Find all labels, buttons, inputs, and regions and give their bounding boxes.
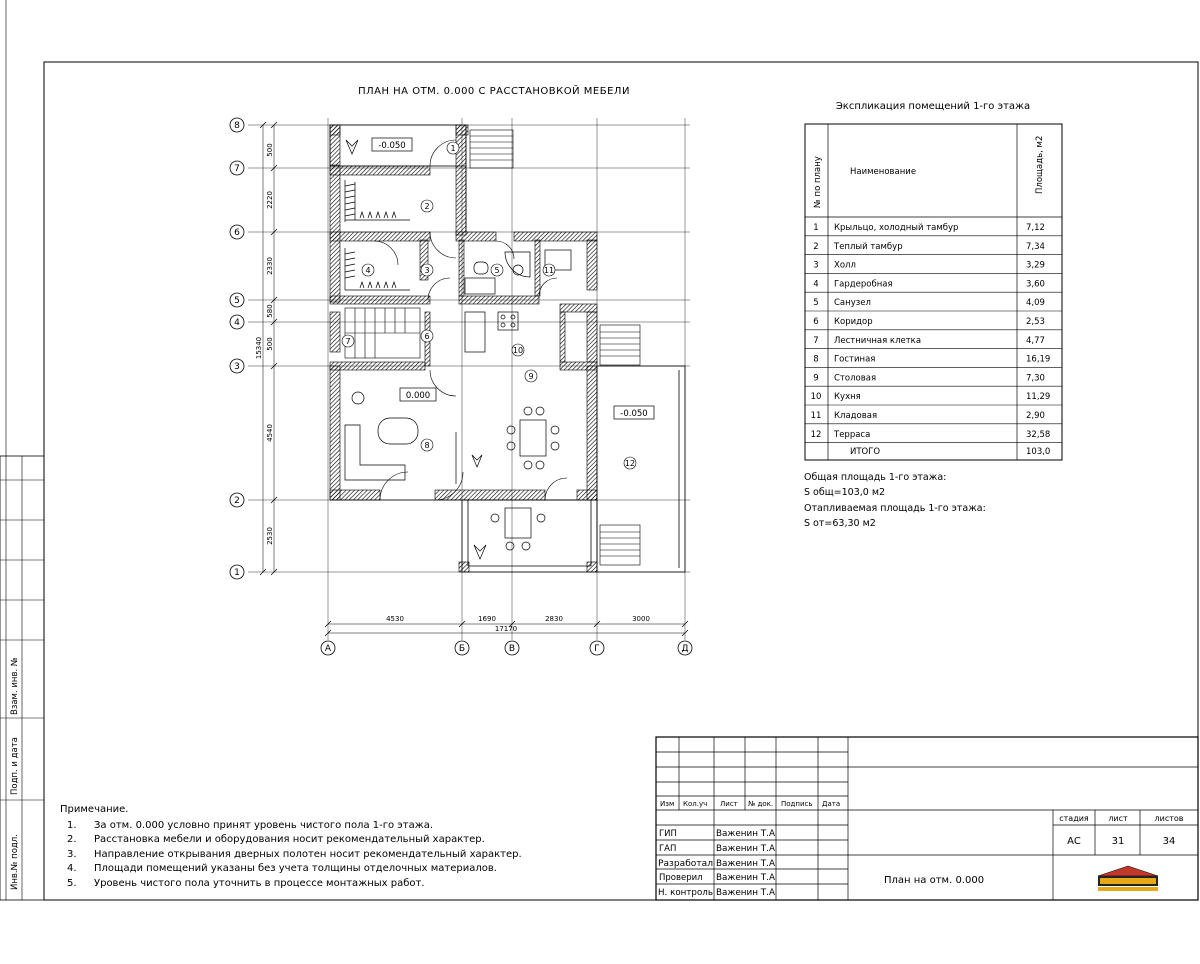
axis-bubbles-vertical (321, 641, 692, 655)
note-text: За отм. 0.000 условно принят уровень чистого пола 1-го этажа. (94, 820, 434, 831)
tb-role: Н. контроль (658, 888, 713, 898)
explication (805, 101, 1062, 460)
table-cell-area: 7,12 (1026, 223, 1045, 233)
table-cell-number: 5 (813, 298, 819, 309)
tb-header: Подпись (781, 800, 813, 808)
side-stamp-label-1: Взам. инв. № (10, 657, 20, 715)
side-stamp-label-3: Инв.№ подл. (10, 834, 20, 890)
side-stamp-label-2: Подп. и дата (10, 737, 20, 795)
dim-text: 2830 (545, 615, 563, 623)
explication-col-num: № по плану (813, 156, 823, 208)
tb-role: Разработал (658, 859, 713, 869)
room-number: 5 (494, 266, 500, 275)
tb-sheet: 31 (1111, 836, 1125, 847)
table-cell-name: Теплый тамбур (834, 241, 903, 252)
tb-sheet-label: лист (1108, 814, 1128, 823)
dim-text: 4530 (386, 615, 404, 623)
table-cell-number: 8 (813, 354, 819, 365)
note-number: 4. (67, 863, 77, 874)
note-text: Расстановка мебели и оборудования носит рекомендательный характер. (94, 834, 485, 845)
room-number: 9 (528, 372, 534, 381)
room-number: 7 (345, 337, 351, 346)
table-cell-name: Холл (834, 260, 856, 271)
axis-label: 5 (234, 296, 240, 306)
axis-label: 6 (234, 228, 240, 238)
tb-role: ГИП (659, 829, 677, 839)
room-number: 3 (424, 266, 430, 275)
tb-role: Проверил (659, 873, 703, 883)
level-entry: -0.050 (378, 141, 406, 151)
dim-text: 500 (266, 337, 274, 351)
dim-text: 1690 (478, 615, 496, 623)
table-cell-number: 4 (813, 279, 819, 290)
summary-line-3: Отапливаемая площадь 1-го этажа: (804, 503, 986, 514)
axis-label: 3 (234, 362, 240, 372)
table-cell-area: 3,29 (1026, 260, 1045, 271)
dim-text: 3000 (632, 615, 650, 623)
room-number: 10 (512, 346, 524, 355)
stairs-entry (470, 130, 513, 168)
table-cell-area: 4,09 (1026, 298, 1045, 309)
room-number: 11 (543, 266, 555, 275)
table-cell-number: 12 (810, 429, 822, 440)
tb-header: Дата (822, 800, 841, 808)
note-number: 3. (67, 849, 77, 860)
side-stamp (0, 456, 44, 900)
note-text: Уровень чистого пола уточнить в процессе монтажных работ. (94, 878, 425, 889)
area-summary (804, 472, 986, 529)
company-logo (1098, 866, 1158, 891)
axis-label: 1 (234, 568, 240, 578)
notes-title: Примечание. (60, 804, 129, 815)
table-cell-area: 7,30 (1026, 373, 1045, 384)
axis-label: В (508, 644, 516, 654)
tb-sheet-title: План на отм. 0.000 (884, 875, 985, 886)
tb-role: ГАП (659, 844, 677, 854)
axis-label: 8 (234, 121, 240, 131)
table-cell-number: 9 (813, 373, 819, 384)
explication-title: Экспликация помещений 1-го этажа (835, 101, 1031, 112)
note-number: 5. (67, 878, 77, 889)
walls (330, 125, 597, 572)
room-number: 1 (450, 144, 456, 153)
table-cell-number: 2 (813, 241, 819, 252)
dim-text: 2330 (266, 257, 274, 275)
dim-text: 2530 (266, 527, 274, 545)
sheet-frame (44, 62, 1198, 900)
stairs-internal (345, 308, 420, 358)
summary-line-1: Общая площадь 1-го этажа: (804, 472, 947, 483)
tb-header: Изм (660, 800, 675, 808)
floor-plan (230, 118, 692, 655)
tb-name: Важенин Т.А (716, 859, 776, 869)
level-terrace: -0.050 (620, 409, 648, 419)
table-cell-area: 3,60 (1026, 279, 1045, 290)
note-number: 1. (67, 820, 77, 831)
dimension-chain-vertical (255, 122, 277, 575)
axis-label: 7 (234, 164, 240, 174)
level-main: 0.000 (405, 391, 431, 401)
level-marks (372, 138, 654, 419)
table-cell-area: 11,29 (1026, 392, 1051, 403)
axis-label: Д (681, 644, 689, 654)
explication-total-label: ИТОГО (850, 447, 881, 457)
table-cell-area: 2,53 (1026, 317, 1045, 327)
table-cell-area: 7,34 (1026, 241, 1045, 252)
summary-line-2: S общ=103,0 м2 (804, 487, 886, 498)
table-cell-number: 6 (813, 317, 819, 327)
table-cell-area: 32,58 (1026, 429, 1051, 440)
table-cell-area: 2,90 (1026, 411, 1045, 421)
tb-header: Кол.уч (683, 800, 708, 808)
tb-header: Лист (720, 800, 738, 808)
room-number: 6 (424, 332, 430, 341)
summary-line-4: S от=63,30 м2 (804, 518, 876, 529)
table-cell-name: Санузел (834, 298, 871, 309)
tb-header: № док. (748, 800, 774, 808)
plan-title: ПЛАН НА ОТМ. 0.000 С РАССТАНОВКОЙ МЕБЕЛИ (358, 86, 630, 97)
table-cell-name: Коридор (834, 317, 873, 327)
axis-label: 4 (234, 318, 240, 328)
note-number: 2. (67, 834, 77, 845)
explication-col-area: Площадь, м2 (1035, 135, 1045, 194)
table-cell-area: 4,77 (1026, 335, 1045, 346)
table-cell-number: 10 (810, 392, 822, 403)
table-cell-number: 3 (813, 260, 819, 271)
dim-text: 2220 (266, 191, 274, 209)
table-cell-name: Гостиная (834, 354, 876, 365)
terrace-steps (600, 325, 640, 565)
room-number: 12 (624, 459, 636, 468)
tb-sheets-label: листов (1154, 814, 1184, 823)
note-text: Площади помещений указаны без учета толщины отделочных материалов. (94, 863, 497, 874)
note-text: Направление открывания дверных полотен носит рекомендательный характер. (94, 849, 522, 860)
dim-text: 580 (266, 304, 274, 318)
table-cell-name: Крыльцо, холодный тамбур (834, 223, 959, 233)
tb-name: Важенин Т.А (716, 888, 776, 898)
title-block (656, 737, 1198, 900)
table-cell-name: Терраса (834, 429, 871, 440)
table-cell-name: Лестничная клетка (834, 335, 922, 346)
table-cell-name: Столовая (834, 373, 877, 384)
tb-sheets: 34 (1162, 836, 1176, 847)
table-cell-name: Кладовая (834, 411, 878, 421)
explication-col-name: Наименование (850, 167, 917, 177)
room-number: 4 (365, 266, 371, 275)
axis-label: 2 (234, 496, 240, 506)
table-cell-number: 11 (810, 411, 822, 421)
dim-text: 500 (266, 143, 274, 157)
table-cell-name: Кухня (834, 392, 861, 403)
axis-label: А (324, 644, 332, 654)
axis-label: Г (594, 644, 600, 654)
dim-total-vertical: 15340 (255, 336, 263, 360)
explication-rows (805, 223, 1062, 443)
table-cell-number: 1 (813, 223, 819, 233)
tb-name: Важенин Т.А (716, 844, 776, 854)
axis-label: Б (458, 644, 466, 654)
room-number: 2 (424, 202, 430, 211)
room-number: 8 (424, 441, 430, 450)
notes (60, 804, 522, 889)
doors (374, 140, 567, 500)
dimension-chain-horizontal (325, 615, 688, 636)
table-cell-name: Гардеробная (834, 279, 893, 290)
dim-text: 4540 (266, 424, 274, 442)
dim-total-horizontal: 17170 (494, 625, 518, 633)
table-cell-area: 16,19 (1026, 354, 1051, 365)
tb-name: Важенин Т.А (716, 873, 776, 883)
table-cell-number: 7 (813, 335, 819, 346)
explication-total-area: 103,0 (1026, 447, 1051, 457)
tb-stage-label: стадия (1059, 814, 1089, 823)
axis-bubbles-horizontal (230, 118, 244, 579)
tb-stage: АС (1067, 836, 1081, 847)
tb-name: Важенин Т.А (716, 829, 776, 839)
